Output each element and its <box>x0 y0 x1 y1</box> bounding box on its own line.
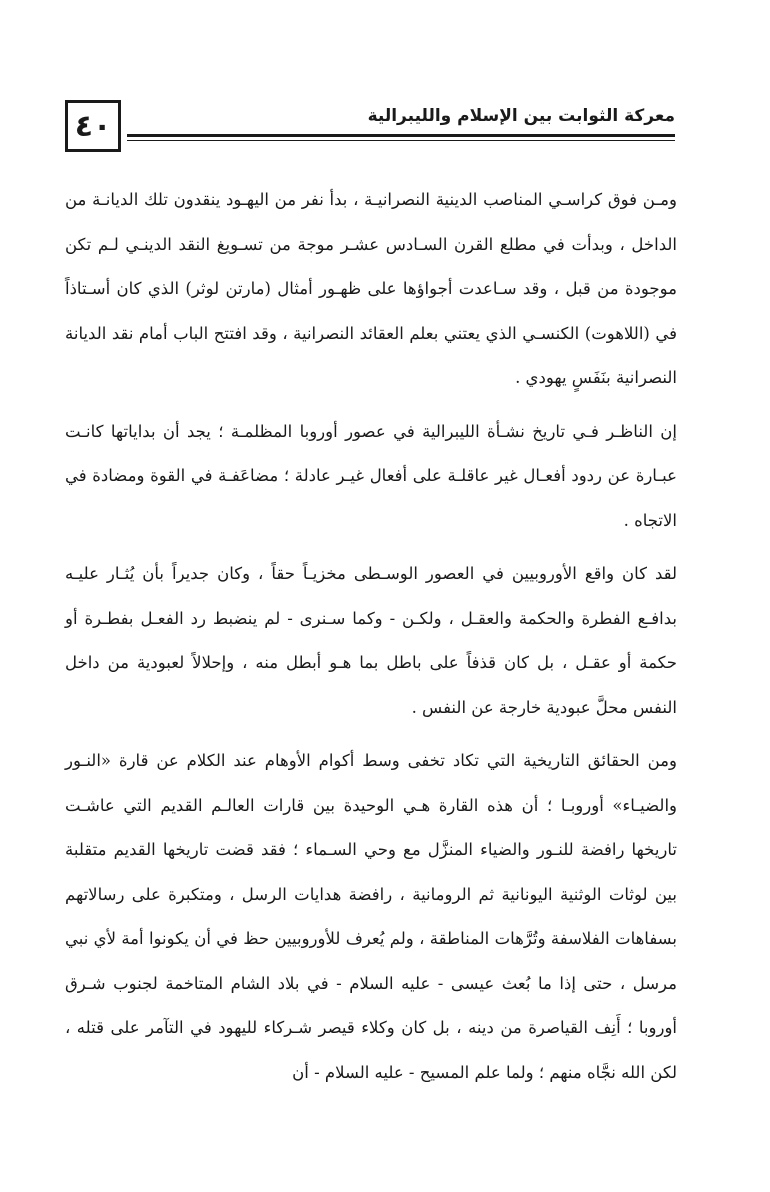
page-body <box>65 178 677 1104</box>
page-number: ٤٠ <box>74 108 112 144</box>
paragraph-2: إن الناظـر فـي تاريخ نشـأة الليبرالية في عصور أوروبا المظلمـة ؛ يجد أن بداياتها كانـت عبـارة عن ردود أفعـال غير عاقلـة على أفعال غيـر عادلة ؛ مضاعَفـة في القوة ومضادة في الاتجاه . <box>65 421 677 530</box>
running-header <box>65 100 675 156</box>
book-title: معركة الثوابت بين الإسلام والليبرالية <box>367 106 675 126</box>
paragraph-1: ومـن فوق كراسـي المناصب الدينية النصرانيـة ، بدأ نفر من اليهـود ينقدون تلك الديانـة من الداخل ، وبدأت في مطلع القرن السـادس عشـر موجة من تسـويغ النقد الدينـي لـم تكن موجودة من قبل ، وقد سـاعدت أجواؤها على ظهـور أمثال (مارتن لوثر) الذي كان أسـتاذاً في (اللاهوت) الكنسـي الذي يعتني بعلم العقائد النصرانية ، وقد افتتح الباب أمام نقد الديانة النصرانية بنَفَسٍ يهودي . <box>65 190 677 387</box>
paragraph-4: ومن الحقائق التاريخية التي تكاد تخفى وسط أكوام الأوهام عند الكلام عن قارة «النـور والضيـاء» أوروبـا ؛ أن هذه القارة هـي الوحيدة بين قارات العالـم القديم التي عاشـت تاريخها رافضة للنـور والضياء المنزَّل مع وحي السـماء ؛ فقد قضت تاريخها القديم متقلبة بين لوثات الوثنية اليونانية ثم الرومانية ، رافضة هدايات الرسل ، ومتكبرة على رسالاتهم بسفاهات الفلاسفة وتُرَّهات المناطقة ، ولم يُعرف للأوروبيين حظ في أن يكونوا أمة لأي نبي مرسل ، حتى إذا ما بُعث عيسى - عليه السلام - في بلاد الشام المتاخمة لجنوب شـرق أوروبا ؛ أَنِف القياصرة من دينه ، بل كان وكلاء قيصر شـركاء لليهود في التآمر على قتله ، لكن الله نجَّاه منهم ؛ ولما علم المسيح - عليه السلام - أن <box>65 751 678 1082</box>
header-rule-thin <box>127 140 675 141</box>
page-number-box <box>65 100 121 152</box>
paragraph-3: لقد كان واقع الأوروبيين في العصور الوسـطى مخزيـاً حقاً ، وكان جديراً بأن يُثـار عليـه بدافـع الفطرة والحكمة والعقـل ، ولكـن - وكما سـنرى - لم ينضبط رد الفعـل بفطـرة أو حكمة أو عقـل ، بل كان قذفاً على باطل بما هـو أبطل منه ، وإحلالاً لعبودية من داخل النفس محلَّ عبودية خارجة عن النفس . <box>65 564 677 717</box>
header-rule-thick <box>127 134 675 137</box>
